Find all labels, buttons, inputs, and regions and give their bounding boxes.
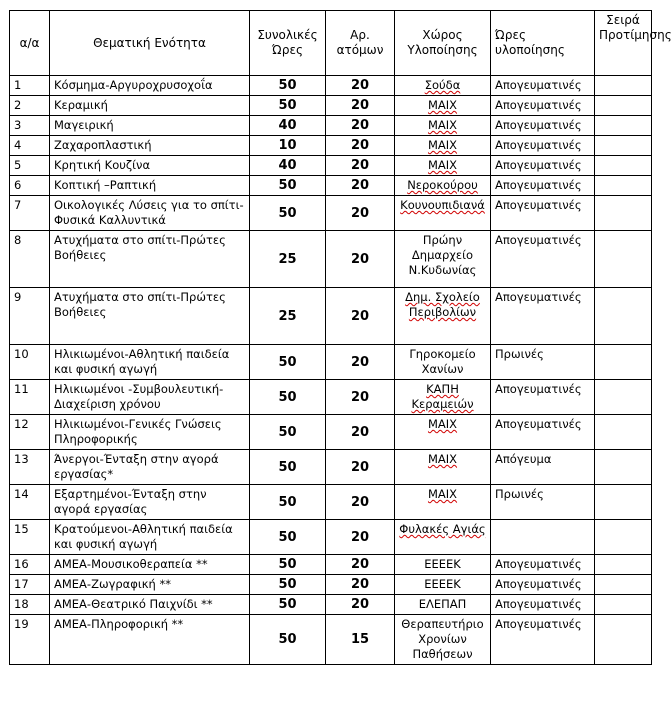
row-place-text: Κουνουπιδιανά: [400, 198, 485, 212]
row-preference: [595, 615, 652, 665]
row-people-text: 20: [350, 118, 370, 133]
row-total-hours: [250, 450, 326, 485]
row-place-text: ΕΕΕΕΚ: [424, 577, 461, 591]
row-total-hours-text: 50: [278, 78, 297, 93]
row-people-text: 20: [350, 138, 370, 153]
row-period-text: Απογευματινές: [495, 98, 582, 112]
row-total-hours-text: 10: [278, 138, 297, 153]
row-preference: [595, 176, 652, 196]
row-period: [491, 345, 595, 380]
table-row: [10, 76, 652, 96]
row-topic-text: ΑΜΕΑ-Θεατρικό Παιχνίδι **: [54, 597, 213, 611]
row-topic-text: Ατυχήματα στο σπίτι-Πρώτες Βοήθειες: [54, 233, 226, 262]
row-total-hours: [250, 415, 326, 450]
row-number-text: 8: [14, 233, 22, 247]
row-place-text: ΜΑΙΧ: [427, 98, 458, 112]
row-total-hours: [250, 615, 326, 665]
row-place-text: ΜΑΙΧ: [427, 138, 458, 152]
row-place: [395, 176, 491, 196]
row-total-hours: [250, 156, 326, 176]
row-people-text: 15: [350, 632, 370, 647]
row-number: [10, 555, 50, 575]
row-number-text: 19: [14, 617, 29, 631]
row-period-text: Απογευματινές: [495, 78, 582, 92]
row-total-hours-text: 50: [278, 178, 297, 193]
row-preference: [595, 96, 652, 116]
row-place-text: Δημ. Σχολείο Περιβολίων: [405, 290, 480, 319]
row-number: [10, 136, 50, 156]
row-period: [491, 450, 595, 485]
row-people: [326, 176, 395, 196]
row-number: [10, 288, 50, 345]
row-number-text: 1: [14, 78, 22, 92]
row-topic-text: Οικολογικές Λύσεις για το σπίτι- Φυσικά Καλλυντικά: [54, 198, 244, 227]
row-people-text: 20: [350, 251, 370, 267]
row-period: [491, 76, 595, 96]
row-preference: [595, 555, 652, 575]
row-place: [395, 615, 491, 665]
table-row: [10, 96, 652, 116]
row-people-text: 20: [350, 354, 370, 370]
table-row: [10, 156, 652, 176]
row-total-hours: [250, 380, 326, 415]
row-number: [10, 615, 50, 665]
row-number: [10, 176, 50, 196]
row-place-text: ΚΑΠΗ Κεραμειών: [411, 382, 474, 411]
row-period-text: Απογευματινές: [495, 290, 582, 304]
table-row: [10, 485, 652, 520]
row-number: [10, 380, 50, 415]
row-topic-text: ΑΜΕΑ-Ζωγραφική **: [54, 577, 171, 591]
row-topic: [50, 231, 250, 288]
row-period-text: Απογευματινές: [495, 577, 582, 591]
row-total-hours-text: 40: [278, 118, 297, 133]
row-people-text: 20: [350, 557, 370, 572]
row-total-hours-text: 50: [278, 459, 297, 475]
row-people-text: 20: [350, 308, 370, 324]
row-period: [491, 156, 595, 176]
row-people-text: 20: [350, 205, 370, 221]
row-people-text: 20: [350, 597, 370, 612]
table-row: [10, 380, 652, 415]
row-topic-text: Κρατούμενοι-Αθλητική παιδεία και φυσική αγωγή: [54, 522, 233, 551]
row-number: [10, 196, 50, 231]
row-number-text: 17: [14, 577, 29, 591]
row-place: [395, 288, 491, 345]
row-people: [326, 136, 395, 156]
row-period-text: Πρωινές: [495, 347, 544, 361]
row-place: [395, 450, 491, 485]
row-total-hours: [250, 555, 326, 575]
row-place: [395, 76, 491, 96]
row-total-hours: [250, 520, 326, 555]
row-total-hours-text: 50: [278, 577, 297, 592]
header-preference: Σειρά Προτίμησης: [595, 11, 652, 76]
row-preference: [595, 231, 652, 288]
row-number: [10, 415, 50, 450]
row-topic: [50, 520, 250, 555]
row-people: [326, 520, 395, 555]
row-period-text: Απογευματινές: [495, 233, 582, 247]
row-topic: [50, 450, 250, 485]
table-row: [10, 415, 652, 450]
row-people-text: 20: [350, 158, 370, 173]
row-place-text: Νεροκούρου: [407, 178, 478, 192]
row-preference: [595, 345, 652, 380]
row-topic: [50, 76, 250, 96]
table-row: [10, 615, 652, 665]
row-people: [326, 156, 395, 176]
row-period: [491, 520, 595, 555]
table-row: [10, 116, 652, 136]
row-total-hours: [250, 485, 326, 520]
row-topic: [50, 575, 250, 595]
row-total-hours-text: 50: [278, 529, 297, 545]
row-place: [395, 555, 491, 575]
row-people: [326, 615, 395, 665]
row-topic: [50, 615, 250, 665]
row-period-text: Απογευματινές: [495, 138, 582, 152]
row-period-text: Απογευματινές: [495, 178, 582, 192]
row-period-text: Απόγευμα: [495, 452, 552, 466]
header-place: Χώρος Υλοποίησης: [395, 11, 491, 76]
table-row: [10, 555, 652, 575]
row-number: [10, 116, 50, 136]
row-people: [326, 196, 395, 231]
row-people: [326, 116, 395, 136]
table-body: [10, 76, 652, 665]
row-total-hours: [250, 116, 326, 136]
row-topic-text: Κοπτική –Ραπτική: [54, 178, 157, 192]
row-place: [395, 520, 491, 555]
header-total-hours: Συνολικές Ώρες: [250, 11, 326, 76]
row-topic: [50, 196, 250, 231]
row-topic-text: ΑΜΕΑ-Πληροφορική **: [54, 617, 184, 631]
row-period: [491, 176, 595, 196]
table-row: [10, 136, 652, 156]
table-row: [10, 450, 652, 485]
row-place: [395, 231, 491, 288]
row-period: [491, 555, 595, 575]
row-period: [491, 595, 595, 615]
row-place: [395, 380, 491, 415]
row-total-hours-text: 50: [278, 632, 297, 647]
row-topic-text: Ηλικιωμένοι -Συμβουλευτική-Διαχείριση χρόνου: [54, 382, 224, 411]
row-total-hours-text: 50: [278, 98, 297, 113]
row-total-hours-text: 40: [278, 158, 297, 173]
row-period: [491, 485, 595, 520]
row-topic: [50, 415, 250, 450]
row-place: [395, 595, 491, 615]
row-people-text: 20: [350, 494, 370, 510]
row-total-hours: [250, 345, 326, 380]
row-number-text: 16: [14, 557, 29, 571]
row-number-text: 18: [14, 597, 29, 611]
row-period: [491, 380, 595, 415]
row-preference: [595, 575, 652, 595]
row-preference: [595, 288, 652, 345]
row-preference: [595, 196, 652, 231]
header-row: [10, 11, 652, 76]
row-period-text: Πρωινές: [495, 487, 544, 501]
table-row: [10, 345, 652, 380]
row-preference: [595, 595, 652, 615]
row-preference: [595, 520, 652, 555]
row-number-text: 14: [14, 487, 29, 501]
row-number-text: 4: [14, 138, 22, 152]
row-topic-text: Μαγειρική: [54, 118, 114, 132]
table-row: [10, 288, 652, 345]
row-people-text: 20: [350, 389, 370, 405]
row-total-hours-text: 50: [278, 424, 297, 440]
row-preference: [595, 485, 652, 520]
row-place: [395, 575, 491, 595]
row-total-hours-text: 50: [278, 597, 297, 612]
table-row: [10, 595, 652, 615]
row-people-text: 20: [350, 529, 370, 545]
row-number-text: 3: [14, 118, 22, 132]
row-number-text: 12: [14, 417, 29, 431]
row-number: [10, 575, 50, 595]
row-period-text: Απογευματινές: [495, 597, 582, 611]
row-topic-text: Κόσμημα-Αργυροχρυσοχοΐα: [54, 78, 213, 92]
row-total-hours: [250, 96, 326, 116]
row-topic: [50, 176, 250, 196]
row-topic-text: Ατυχήματα στο σπίτι-Πρώτες Βοήθειες: [54, 290, 226, 319]
row-place-text: Σούδα: [424, 78, 461, 92]
row-total-hours-text: 50: [278, 494, 297, 510]
row-topic: [50, 156, 250, 176]
row-preference: [595, 76, 652, 96]
row-people-text: 20: [350, 424, 370, 440]
row-total-hours-text: 50: [278, 205, 297, 221]
row-place: [395, 196, 491, 231]
row-total-hours-text: 50: [278, 389, 297, 405]
row-people: [326, 96, 395, 116]
row-place: [395, 345, 491, 380]
row-topic: [50, 345, 250, 380]
row-place-text: ΜΑΙΧ: [427, 417, 458, 431]
row-number: [10, 520, 50, 555]
row-preference: [595, 450, 652, 485]
row-total-hours: [250, 288, 326, 345]
row-period-text: Απογευματινές: [495, 617, 582, 631]
row-preference: [595, 136, 652, 156]
row-number: [10, 231, 50, 288]
row-topic-text: Κεραμική: [54, 98, 108, 112]
row-number: [10, 485, 50, 520]
row-period: [491, 116, 595, 136]
row-people-text: 20: [350, 459, 370, 475]
row-number-text: 9: [14, 290, 22, 304]
row-number: [10, 595, 50, 615]
row-preference: [595, 156, 652, 176]
row-total-hours-text: 25: [278, 308, 297, 324]
row-people: [326, 450, 395, 485]
row-preference: [595, 380, 652, 415]
row-period: [491, 196, 595, 231]
row-total-hours-text: 25: [278, 251, 297, 267]
row-people: [326, 595, 395, 615]
row-preference: [595, 415, 652, 450]
row-place: [395, 156, 491, 176]
row-period-text: Απογευματινές: [495, 198, 582, 212]
row-place-text: ΜΑΙΧ: [427, 118, 458, 132]
row-topic: [50, 485, 250, 520]
header-num: α/α: [10, 11, 50, 76]
row-people-text: 20: [350, 178, 370, 193]
row-period-text: Απογευματινές: [495, 417, 582, 431]
row-total-hours-text: 50: [278, 354, 297, 370]
row-topic: [50, 288, 250, 345]
row-topic: [50, 96, 250, 116]
row-people: [326, 288, 395, 345]
row-number-text: 15: [14, 522, 29, 536]
row-period-text: Απογευματινές: [495, 118, 582, 132]
row-people: [326, 76, 395, 96]
row-place: [395, 415, 491, 450]
row-people: [326, 415, 395, 450]
table-row: [10, 520, 652, 555]
table-row: [10, 196, 652, 231]
row-people-text: 20: [350, 78, 370, 93]
row-number-text: 2: [14, 98, 22, 112]
row-number-text: 10: [14, 347, 29, 361]
row-place-text: Θεραπευτήριο Χρονίων Παθήσεων: [401, 617, 484, 661]
table-row: [10, 176, 652, 196]
row-period-text: Απογευματινές: [495, 557, 582, 571]
row-number-text: 13: [14, 452, 29, 466]
row-number: [10, 76, 50, 96]
row-total-hours-text: 50: [278, 557, 297, 572]
row-topic-text: Ηλικιωμένοι-Αθλητική παιδεία και φυσική αγωγή: [54, 347, 230, 376]
row-topic: [50, 380, 250, 415]
row-period: [491, 136, 595, 156]
row-period-text: Απογευματινές: [495, 382, 582, 396]
row-total-hours: [250, 231, 326, 288]
row-total-hours: [250, 136, 326, 156]
row-period: [491, 288, 595, 345]
row-people: [326, 231, 395, 288]
row-preference: [595, 116, 652, 136]
row-people-text: 20: [350, 577, 370, 592]
row-topic: [50, 595, 250, 615]
row-people: [326, 575, 395, 595]
header-people: Αρ. ατόμων: [326, 11, 395, 76]
row-topic-text: Κρητική Κουζίνα: [54, 158, 151, 172]
row-topic-text: Άνεργοι-Ένταξη στην αγορά εργασίας*: [54, 452, 219, 481]
table-row: [10, 575, 652, 595]
header-topic: Θεματική Ενότητα: [50, 11, 250, 76]
row-number-text: 7: [14, 198, 22, 212]
row-topic-text: Εξαρτημένοι-Ένταξη στην αγορά εργασίας: [54, 487, 207, 516]
row-place-text: ΕΛΕΠΑΠ: [418, 597, 467, 611]
row-period-text: Απογευματινές: [495, 158, 582, 172]
row-number: [10, 345, 50, 380]
row-place-text: ΜΑΙΧ: [427, 158, 458, 172]
row-total-hours: [250, 76, 326, 96]
row-period: [491, 96, 595, 116]
row-place-text: ΕΕΕΕΚ: [424, 557, 461, 571]
row-place-text: ΜΑΙΧ: [427, 487, 458, 501]
row-topic-text: Ηλικιωμένοι-Γενικές Γνώσεις Πληροφορικής: [54, 417, 222, 446]
row-place: [395, 116, 491, 136]
row-number: [10, 450, 50, 485]
row-total-hours: [250, 196, 326, 231]
row-total-hours: [250, 575, 326, 595]
row-topic-text: ΑΜΕΑ-Μουσικοθεραπεία **: [54, 557, 208, 571]
row-number: [10, 96, 50, 116]
row-people: [326, 555, 395, 575]
row-people: [326, 380, 395, 415]
program-table: [9, 10, 672, 665]
row-topic-text: Ζαχαροπλαστική: [54, 138, 152, 152]
row-number-text: 5: [14, 158, 22, 172]
header-period: Ώρες υλοποίησης: [491, 11, 595, 76]
row-place-text: Γηροκομείο Χανίων: [409, 347, 476, 376]
row-people: [326, 345, 395, 380]
row-people-text: 20: [350, 98, 370, 113]
row-period: [491, 231, 595, 288]
row-number-text: 6: [14, 178, 22, 192]
row-number-text: 11: [14, 382, 29, 396]
row-period: [491, 415, 595, 450]
row-period: [491, 615, 595, 665]
row-place: [395, 485, 491, 520]
row-number: [10, 156, 50, 176]
row-place-text: Πρώην Δημαρχείο Ν.Κυδωνίας: [408, 233, 477, 277]
row-place-text: ΜΑΙΧ: [427, 452, 458, 466]
row-total-hours: [250, 595, 326, 615]
row-place: [395, 96, 491, 116]
row-topic: [50, 136, 250, 156]
row-topic: [50, 555, 250, 575]
table-row: [10, 231, 652, 288]
row-total-hours: [250, 176, 326, 196]
row-period: [491, 575, 595, 595]
row-place-text: Φυλακές Αγιάς: [399, 522, 486, 536]
row-people: [326, 485, 395, 520]
row-place: [395, 136, 491, 156]
row-topic: [50, 116, 250, 136]
